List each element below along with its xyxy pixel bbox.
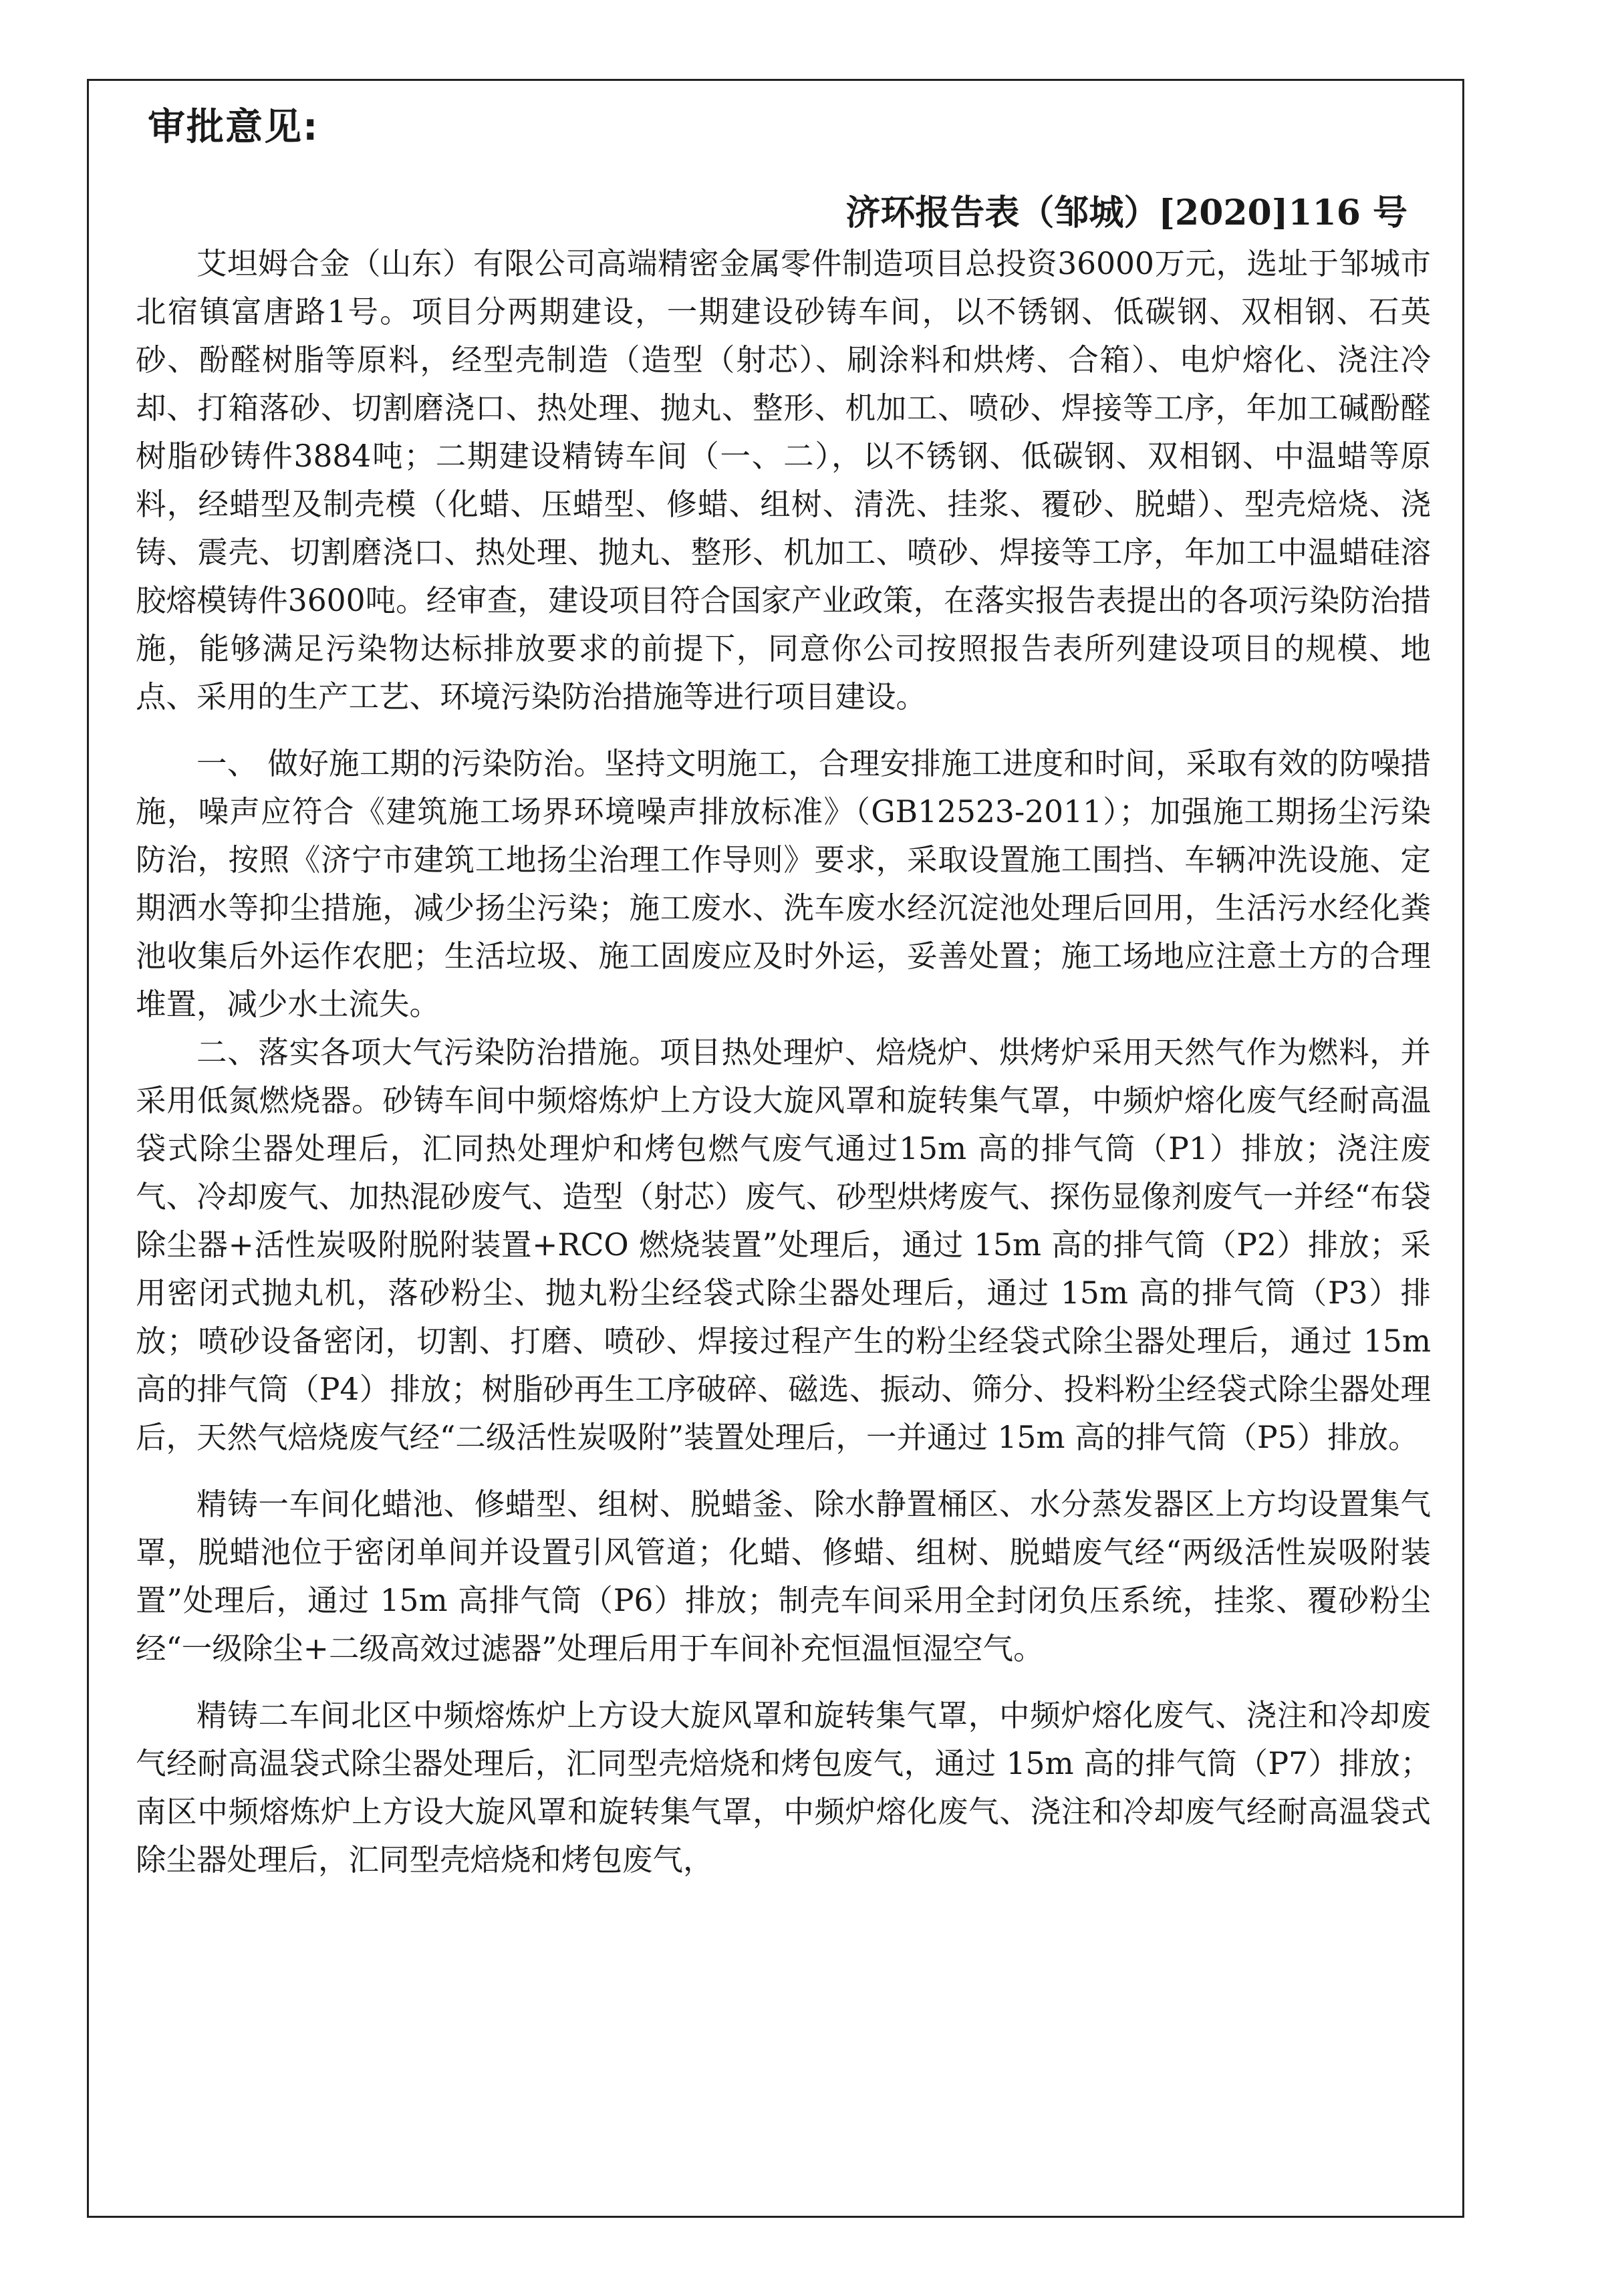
paragraph-construction-pollution: 一、 做好施工期的污染防治。坚持文明施工，合理安排施工进度和时间，采取有效的防噪措施，噪声应符合《建筑施工场界环境噪声排放标准》（GB12523-2011）；加强施工期扬尘污染防治，按照《济宁市建筑工地扬尘治理工作导则》要求，采取设置施工围挡、车辆冲洗设施、定期洒水等抑尘措施，减少扬尘污染；施工废水、洗车废水经沉淀池处理后回用，生活污水经化粪池收集后外运作农肥；生活垃圾、施工固废应及时外运，妥善处置；施工场地应注意土方的合理堆置，减少水土流失。 <box>136 746 1431 1022</box>
paragraph-air-pollution: 二、落实各项大气污染防治措施。项目热处理炉、焙烧炉、烘烤炉采用天然气作为燃料，并采用低氮燃烧器。砂铸车间中频熔炼炉上方设大旋风罩和旋转集气罩，中频炉熔化废气经耐高温袋式除尘器处理后，汇同热处理炉和烤包燃气废气通过15m 高的排气筒（P1）排放；浇注废气、冷却废气、加热混砂废气、造型（射芯）废气、砂型烘烤废气、探伤显像剂废气一并经“布袋除尘器+活性炭吸附脱附装置+RCO 燃烧装置”处理后，通过 15m 高的排气筒（P2）排放；采用密闭式抛丸机，落砂粉尘、抛丸粉尘经袋式除尘器处理后，通过 15m 高的排气筒（P3）排放；喷砂设备密闭，切割、打磨、喷砂、焊接过程产生的粉尘经袋式除尘器处理后，通过 15m 高的排气筒（P4）排放；树脂砂再生工序破碎、磁选、振动、筛分、投料粉尘经袋式除尘器处理后，天然气焙烧废气经“二级活性炭吸附”装置处理后，一并通过 15m 高的排气筒（P5）排放。 <box>136 1035 1431 1455</box>
approval-opinion-box <box>87 79 1464 2218</box>
paragraph-project-overview: 艾坦姆合金（山东）有限公司高端精密金属零件制造项目总投资36000万元，选址于邹城市北宿镇富唐路1号。项目分两期建设，一期建设砂铸车间，以不锈钢、低碳钢、双相钢、石英砂、酚醛树脂等原料，经型壳制造（造型（射芯）、刷涂料和烘烤、合箱）、电炉熔化、浇注冷却、打箱落砂、切割磨浇口、热处理、抛丸、整形、机加工、喷砂、焊接等工序，年加工碱酚醛树脂砂铸件3884吨；二期建设精铸车间（一、二），以不锈钢、低碳钢、双相钢、中温蜡等原料，经蜡型及制壳模（化蜡、压蜡型、修蜡、组树、清洗、挂浆、覆砂、脱蜡）、型壳焙烧、浇铸、震壳、切割磨浇口、热处理、抛丸、整形、机加工、喷砂、焊接等工序，年加工中温蜡硅溶胶熔模铸件3600吨。经审查，建设项目符合国家产业政策，在落实报告表提出的各项污染防治措施，能够满足污染物达标排放要求的前提下，同意你公司按照报告表所列建设项目的规模、地点、采用的生产工艺、环境污染防治措施等进行项目建设。 <box>136 246 1431 715</box>
paragraph-casting-workshop-one: 精铸一车间化蜡池、修蜡型、组树、脱蜡釜、除水静置桶区、水分蒸发器区上方均设置集气罩，脱蜡池位于密闭单间并设置引风管道；化蜡、修蜡、组树、脱蜡废气经“两级活性炭吸附装置”处理后，通过 15m 高排气筒（P6）排放；制壳车间采用全封闭负压系统，挂浆、覆砂粉尘经“一级除尘+二级高效过滤器”处理后用于车间补充恒温恒湿空气。 <box>136 1487 1431 1666</box>
approval-body <box>136 240 1431 1884</box>
section-heading: 审批意见: <box>148 106 319 149</box>
document-number: 济环报告表（邹城）[2020]116 号 <box>845 193 1407 233</box>
paragraph-casting-workshop-two: 精铸二车间北区中频熔炼炉上方设大旋风罩和旋转集气罩，中频炉熔化废气、浇注和冷却废气经耐高温袋式除尘器处理后，汇同型壳焙烧和烤包废气，通过 15m 高的排气筒（P7）排放；南区中频熔炼炉上方设大旋风罩和旋转集气罩，中频炉熔化废气、浇注和冷却废气经耐高温袋式除尘器处理后，汇同型壳焙烧和烤包废气， <box>136 1698 1431 1878</box>
